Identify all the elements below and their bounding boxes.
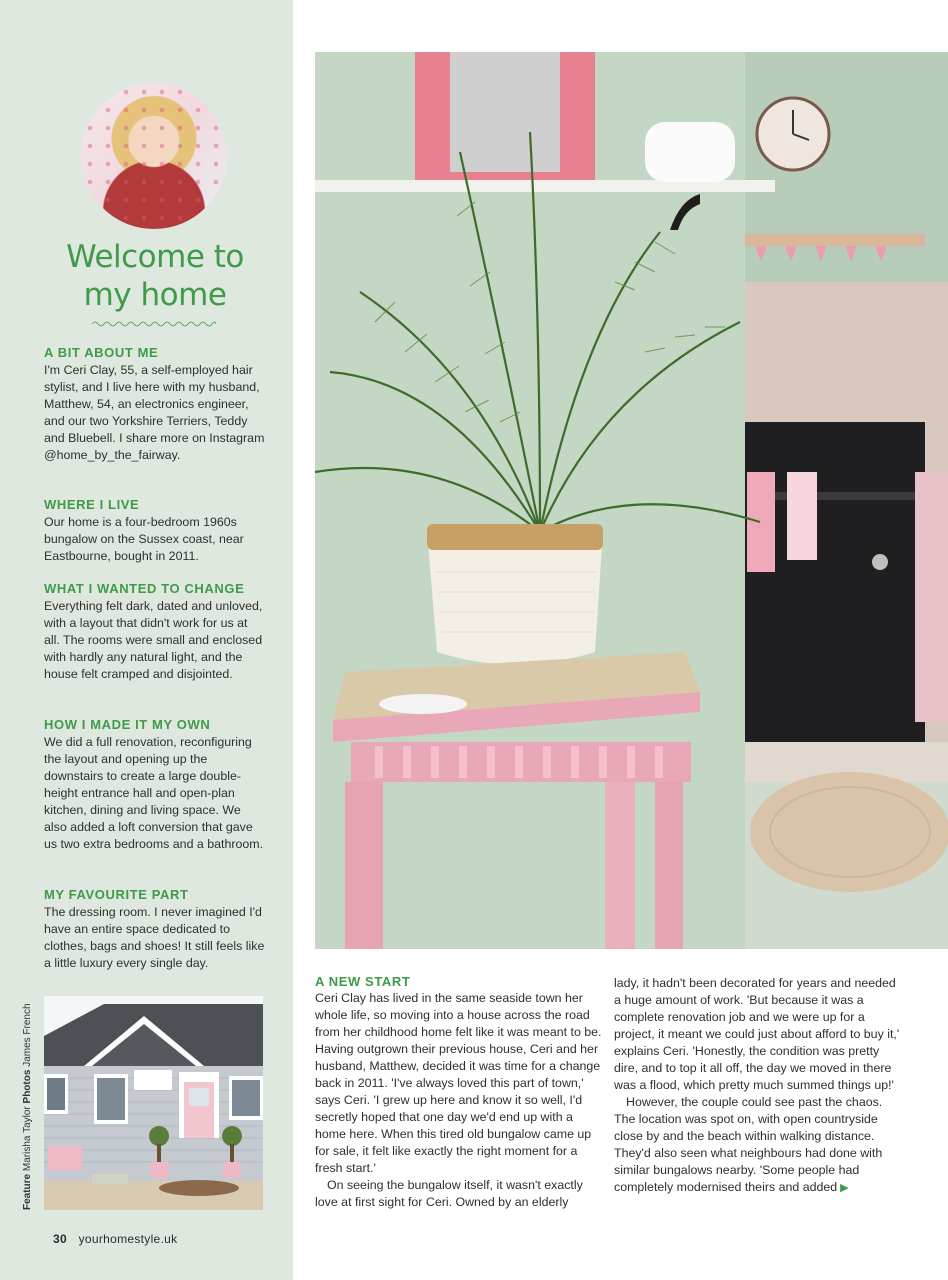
favourite-part-section xyxy=(44,887,266,972)
interior-photo xyxy=(315,52,948,949)
section-heading: MY FAVOURITE PART xyxy=(44,887,189,902)
website-url: yourhomestyle.uk xyxy=(78,1232,178,1246)
welcome-line-1: Welcome to xyxy=(66,239,244,275)
photo-credit xyxy=(22,1003,34,1210)
article-paragraph: lady, it hadn't been decorated for years and needed a huge amount of work. 'But because it was a complete renovation job and we were up for a project, it meant we could just about afford to buy it,' explains Ceri. 'Honestly, the condition was pretty dire, and to top it all off, the day we moved in there was a flood, which pretty much summed things up!' xyxy=(614,976,900,1092)
article-heading: A NEW START xyxy=(315,974,411,989)
page-footer xyxy=(53,1232,177,1246)
section-heading: WHERE I LIVE xyxy=(44,497,140,512)
page-number: 30 xyxy=(53,1232,67,1246)
article-paragraph: Ceri Clay has lived in the same seaside town her whole life, so moving into a house across the road from her childhood home felt like it was meant to be. Having outgrown their previous house, Ceri and her husband, Matthew, decided it was time for a change back in 2011. 'I've always loved this part of town,' says Ceri. 'I grew up here and know it so well, I'd secretly hoped that one day we'd end up with a home here. When this tired old bungalow came up for sale, it felt like exactly the right moment for a fresh start.' xyxy=(315,991,602,1175)
section-body: Our home is a four-bedroom 1960s bungalow on the Sussex coast, near Eastbourne, bought in 2011. xyxy=(44,515,244,563)
section-heading: HOW I MADE IT MY OWN xyxy=(44,717,211,732)
welcome-line-2: my home xyxy=(83,277,227,313)
what-i-wanted-section xyxy=(44,581,266,683)
section-heading: WHAT I WANTED TO CHANGE xyxy=(44,581,245,596)
credit-photos-name: James French xyxy=(22,1003,33,1067)
section-body: I'm Ceri Clay, 55, a self-employed hair stylist, and I live here with my husband, Matthew, 54, an electronics engineer, and our two Yorkshire Terriers, Teddy and Bluebell. I share more on Instagram @home_by_the_fairway. xyxy=(44,363,265,462)
sidebar-panel xyxy=(0,0,293,1280)
continue-arrow-icon: ▶ xyxy=(840,1182,849,1194)
article-paragraph-text: However, the couple could see past the chaos. The location was spot on, with open countryside close by and the beach within walking distance. They'd also seen what neighbours had done with similar bungalows nearby. 'Some people had completely modernised theirs and added xyxy=(614,1095,883,1194)
decorative-squiggle xyxy=(92,320,216,328)
bungalow-exterior-photo xyxy=(44,996,263,1210)
section-heading: A BIT ABOUT ME xyxy=(44,345,159,360)
credit-feature-name: Marisha Taylor xyxy=(22,1106,33,1172)
where-i-live-section xyxy=(44,497,266,565)
section-body: The dressing room. I never imagined I'd have an entire space dedicated to clothes, bags and shoes! It still feels like a little luxury every single day. xyxy=(44,905,265,970)
welcome-heading xyxy=(44,238,266,314)
section-body: We did a full renovation, reconfiguring the layout and opening up the downstairs to create a large double-height entrance hall and open-plan kitchen, dining and living space. We also added a loft conversion that gave us two extra bedrooms and a bathroom. xyxy=(44,735,264,851)
how-i-made-it-section xyxy=(44,717,266,853)
credit-photos-label: Photos xyxy=(22,1069,33,1104)
about-me-section xyxy=(44,345,266,464)
homeowner-portrait xyxy=(81,83,227,229)
credit-feature-label: Feature xyxy=(22,1173,33,1210)
article-paragraph: On seeing the bungalow itself, it wasn't exactly love at first sight for Ceri. Owned by an elderly xyxy=(315,1178,583,1209)
article-column-1 xyxy=(315,975,603,1211)
article-paragraph xyxy=(614,1094,904,1197)
section-body: Everything felt dark, dated and unloved, with a layout that didn't work for us at all. The rooms were small and enclosed with hardly any natural light, and the house felt cramped and disjointed. xyxy=(44,599,263,681)
article-column-2 xyxy=(614,975,904,1197)
